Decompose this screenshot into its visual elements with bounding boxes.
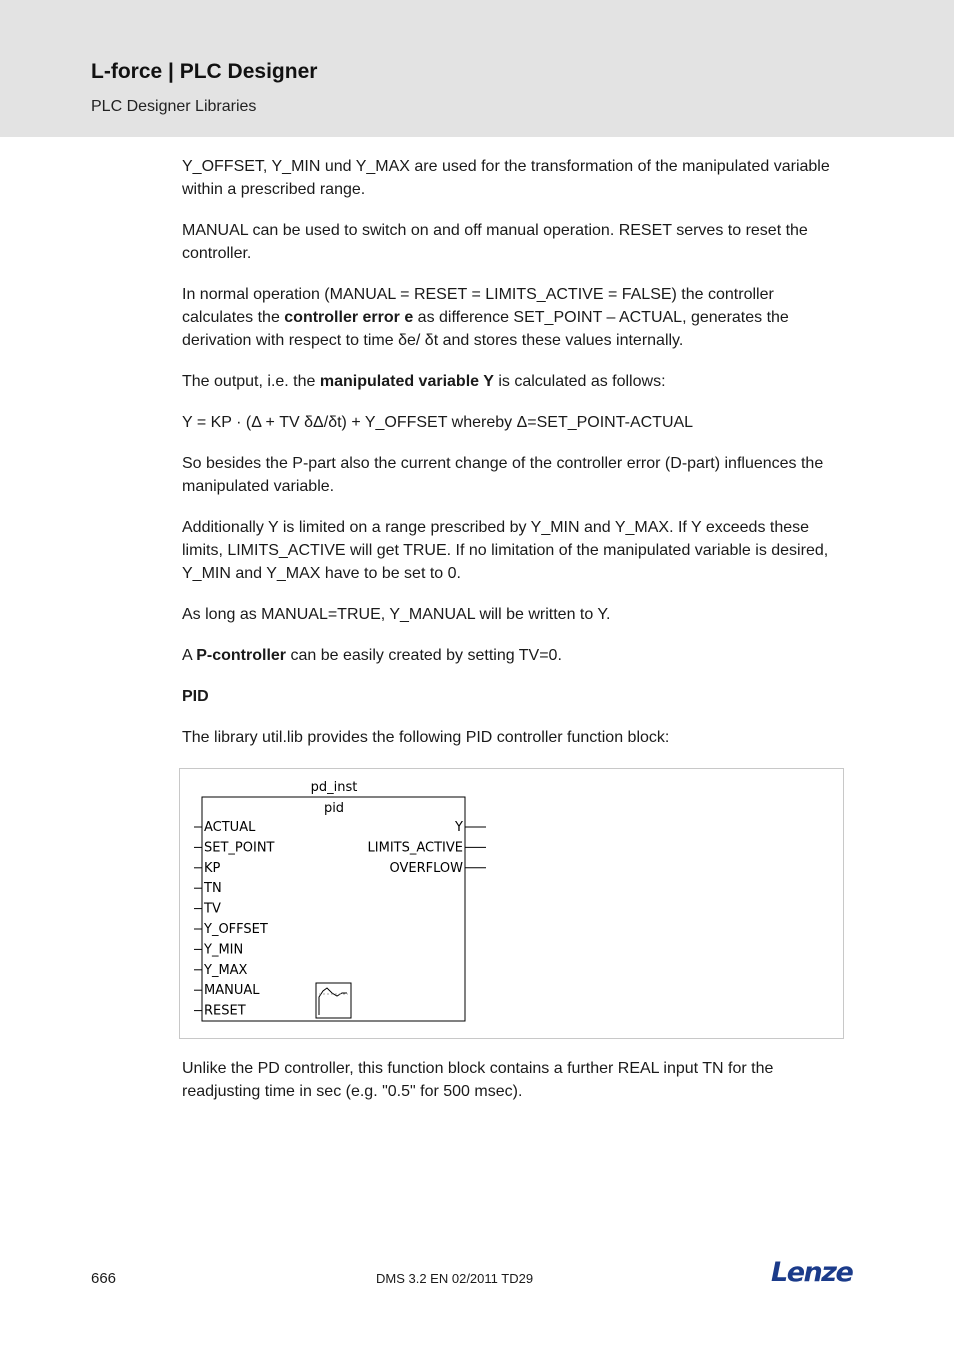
paragraph <box>182 283 844 352</box>
closing-text <box>182 1057 844 1103</box>
input-pin-label: SET_POINT <box>204 840 275 856</box>
output-pin-label: Y <box>455 820 463 835</box>
document-reference: DMS 3.2 EN 02/2011 TD29 <box>376 1271 534 1286</box>
lenze-logo: Lenze <box>771 1257 853 1288</box>
input-pin-label: KP <box>204 860 221 876</box>
output-pin-label: OVERFLOW <box>389 860 463 876</box>
document-subtitle: PLC Designer Libraries <box>91 98 257 115</box>
page-number: 666 <box>91 1270 117 1287</box>
body-text <box>182 155 844 767</box>
page-header <box>0 0 954 137</box>
formula: Y = KP · (Δ + TV δΔ/δt) + Y_OFFSET whereby Δ=SET_POINT-ACTUAL <box>182 414 694 431</box>
text-span: In normal operation (MANUAL = RESET = LIMITS_ACTIVE = FALSE) the controller calculates the <box>182 286 774 326</box>
paragraph: Additionally Y is limited on a range prescribed by Y_MIN and Y_MAX. If Y exceeds these limits, LIMITS_ACTIVE will get TRUE. If no limitation of the manipulated variable is desired, Y_MIN and Y_MAX have to be set to 0. <box>182 519 829 582</box>
paragraph: The library util.lib provides the following PID controller function block: <box>182 729 670 746</box>
text-span: A <box>182 647 197 664</box>
paragraph: As long as MANUAL=TRUE, Y_MANUAL will be written to Y. <box>182 606 611 623</box>
input-pin-label: TV <box>204 901 221 917</box>
instance-name: pd_inst <box>310 780 358 795</box>
input-pin-label: TN <box>204 881 222 897</box>
text-span: can be easily created by setting TV=0. <box>286 647 562 664</box>
block-type: pid <box>323 801 345 816</box>
bold-term: P-controller <box>196 647 287 664</box>
input-pin-label: Y_OFFSET <box>204 922 268 937</box>
bold-term: controller error e <box>284 309 414 326</box>
document-title: L-force | PLC Designer <box>91 60 318 83</box>
input-pin-label: RESET <box>204 1003 246 1019</box>
function-block-diagram <box>179 768 844 1039</box>
paragraph: Unlike the PD controller, this function block contains a further REAL input TN for the readjusting time in sec (e.g. "0.5" for 500 msec). <box>182 1060 774 1100</box>
input-pin-label: MANUAL <box>204 983 260 999</box>
section-heading: PID <box>182 688 209 705</box>
paragraph: Y_OFFSET, Y_MIN und Y_MAX are used for the transformation of the manipulated variable within a prescribed range. <box>182 158 830 198</box>
pid-block-svg <box>180 769 843 1038</box>
text-span: The output, i.e. the <box>182 373 320 390</box>
input-pin-label: Y_MIN <box>204 942 244 958</box>
bold-term: manipulated variable Y <box>319 373 494 390</box>
paragraph <box>182 370 844 393</box>
paragraph: MANUAL can be used to switch on and off manual operation. RESET serves to reset the controller. <box>182 222 808 262</box>
paragraph <box>182 644 844 667</box>
input-pin-label: Y_MAX <box>204 962 248 978</box>
input-pin-label: ACTUAL <box>204 820 256 835</box>
paragraph: So besides the P-part also the current change of the controller error (D-part) influences the manipulated variable. <box>182 455 824 495</box>
text-span: is calculated as follows: <box>493 373 666 390</box>
text-span: as difference SET_POINT – ACTUAL, generates the derivation with respect to time δe/ δt and stores these values internally. <box>182 309 789 349</box>
step-response-icon <box>316 983 351 1018</box>
output-pin-label: LIMITS_ACTIVE <box>367 840 463 856</box>
